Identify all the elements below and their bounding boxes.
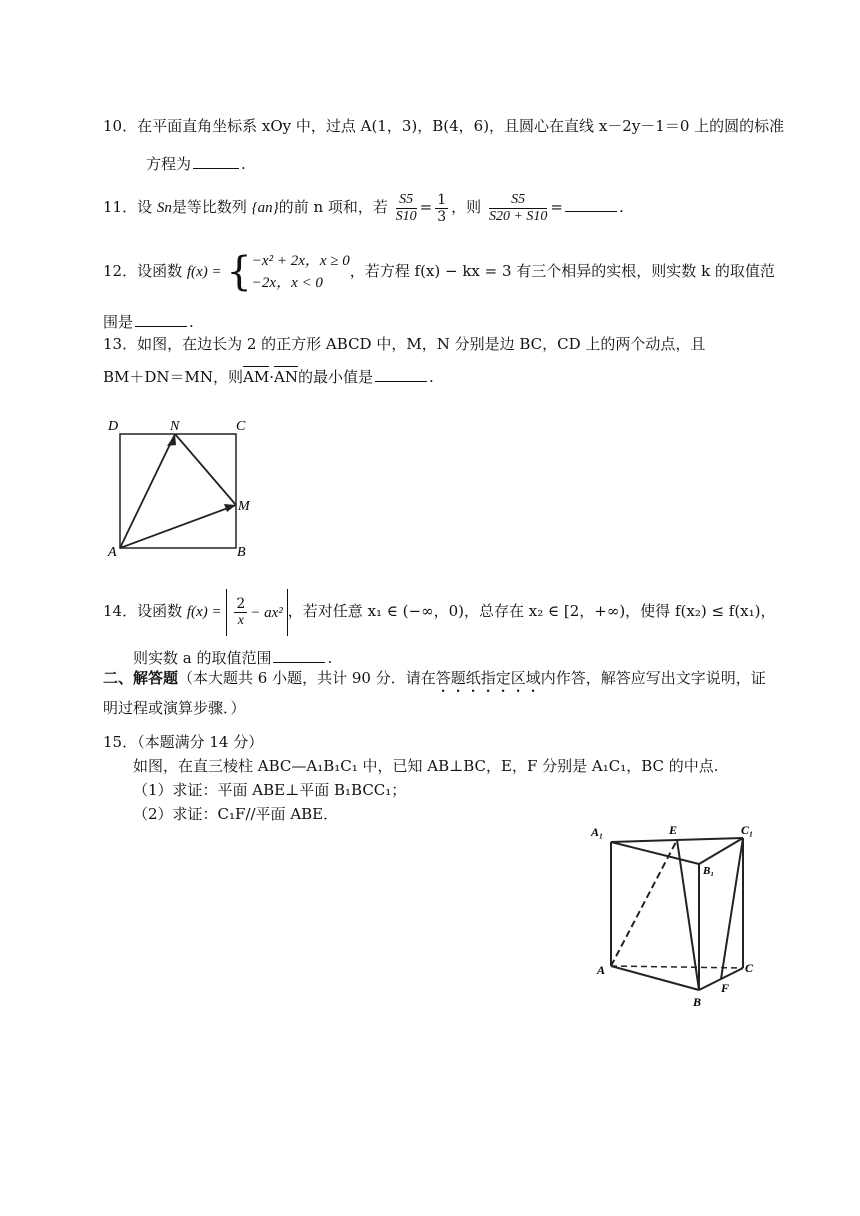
q11-frac3-num: S5 xyxy=(489,192,547,209)
q13-line2-end: . xyxy=(429,368,434,386)
section2-desc1-a: （本大题共 6 小题，共计 90 分．请在 xyxy=(178,669,436,687)
q14-abs-frac-den: x xyxy=(237,613,244,628)
q13-label-b: B xyxy=(237,545,246,560)
q13-arrowhead-n-icon xyxy=(167,434,176,446)
q12-cases xyxy=(252,250,350,294)
q13-label-m: M xyxy=(238,499,250,514)
q12-line2-text: 围是 xyxy=(103,313,134,331)
q11-frac1-den: S10 xyxy=(395,208,417,224)
q15-header: 15．（本题满分 14 分） xyxy=(103,733,264,751)
q13-line2 xyxy=(103,366,434,387)
q15-line1: 如图，在直三棱柱 ABC—A₁B₁C₁ 中，已知 AB⊥BC，E，F 分别是 A₁C₁，BC 的中点. xyxy=(133,757,719,775)
q11-mid2: 的前 n 项和，若 xyxy=(278,198,388,216)
q11-frac3 xyxy=(489,192,547,225)
q15-part1: （1）求证：平面 ABE⊥平面 B₁BCC₁； xyxy=(133,781,407,799)
q11-frac3-den: S20 + S10 xyxy=(488,208,548,224)
q12-answer-blank xyxy=(135,312,187,327)
q15-label-b1: B₁ xyxy=(703,865,715,877)
section2-desc1-b: 内作答，解答应写出文字说明，证 xyxy=(540,669,766,687)
q11-frac2-num: 1 xyxy=(437,191,447,208)
q12-case2: −2x，x < 0 xyxy=(251,275,323,291)
q14-fx: f(x) = xyxy=(186,604,222,620)
q11-mid1: 是等比数列 xyxy=(171,198,247,216)
q11-frac2 xyxy=(435,192,448,225)
q11-frac2-den: 3 xyxy=(437,208,447,225)
q11-eq1: = xyxy=(419,198,433,216)
q11-pre: 11．设 xyxy=(103,198,153,216)
q10-line2-end: . xyxy=(241,155,246,173)
section2-line1 xyxy=(103,668,766,696)
q11-eq2: = xyxy=(550,198,563,216)
q13-segment-nm xyxy=(175,434,236,505)
q14-line2-end: . xyxy=(327,649,333,667)
q13-vector-an-label: AN xyxy=(274,368,298,386)
q14-line2 xyxy=(133,648,332,668)
q15-label-b: B xyxy=(693,995,702,1009)
q13-vector-an xyxy=(274,366,298,387)
section2-title: 二、解答题 xyxy=(103,669,179,687)
q15-prism-figure xyxy=(585,818,765,1013)
q13-line2-pre: BM＋DN＝MN，则 xyxy=(103,368,244,386)
q13-label-c: C xyxy=(236,419,246,434)
q14-abs-frac-num: 2 xyxy=(236,596,246,612)
q14-line1 xyxy=(103,588,776,636)
q12-fx: f(x) = xyxy=(186,264,222,280)
q10-line1: 10．在平面直角坐标系 xOy 中，过点 A(1，3)，B(4，6)，且圆心在直线 x－2y－1＝0 上的圆的标准 xyxy=(103,117,785,135)
q14-answer-blank xyxy=(273,648,325,663)
q15-label-a1: A₁ xyxy=(591,825,604,839)
q11-mid3: ，则 xyxy=(451,198,482,216)
q13-arrowhead-m-icon xyxy=(224,504,236,512)
section2-desc1-dotted: 答题纸指定区域 xyxy=(435,669,541,687)
q11-sn: Sn xyxy=(156,200,172,216)
q14-abs-frac xyxy=(234,596,247,629)
q14-abs-rest: − ax² xyxy=(250,604,283,621)
q15-label-c1: C₁ xyxy=(741,823,754,837)
q10-line2 xyxy=(146,154,246,174)
q13-line1: 13．如图，在边长为 2 的正方形 ABCD 中，M，N 分别是边 BC，CD 上的两个动点，且 xyxy=(103,335,706,353)
q11-frac1-num: S5 xyxy=(396,192,417,209)
q12-case1: −x² + 2x，x ≥ 0 xyxy=(251,253,350,269)
q13-line2-post: 的最小值是 xyxy=(297,368,373,386)
q12-left-brace-icon: { xyxy=(226,249,252,295)
q13-label-n: N xyxy=(170,419,180,434)
q12-post: ，若方程 f(x) − kx = 3 有三个相异的实根，则实数 k 的取值范 xyxy=(349,262,775,280)
q15-label-f: F xyxy=(721,981,730,995)
q10-answer-blank xyxy=(193,154,239,169)
q12-pre: 12．设函数 xyxy=(103,262,183,280)
q15-part2: （2）求证：C₁F//平面 ABE． xyxy=(133,805,339,823)
q13-label-a: A xyxy=(108,545,117,560)
q13-square-figure xyxy=(100,410,270,560)
q14-pre: 14．设函数 xyxy=(103,602,183,620)
section2-line2: 明过程或演算步骤．） xyxy=(103,699,246,717)
q13-dot: · xyxy=(269,368,275,386)
q10-line2-text: 方程为 xyxy=(146,155,192,173)
q12-line1 xyxy=(103,246,775,297)
q13-vector-am xyxy=(243,366,269,387)
q14-abs-expression xyxy=(226,589,287,636)
q15-edge-a1b1 xyxy=(611,842,699,864)
q15-edge-ab xyxy=(611,966,699,990)
q12-line2 xyxy=(103,312,194,332)
q11-answer-blank xyxy=(565,197,617,212)
q13-vector-am-label: AM xyxy=(243,368,270,386)
q15-segment-ae xyxy=(611,840,677,966)
q14-post: ，若对任意 x₁ ∈ (−∞，0)，总存在 x₂ ∈ [2，+∞)，使得 f(x₂) ≤ f(x₁)， xyxy=(287,602,776,620)
q11-an: {an} xyxy=(251,200,279,216)
q11-frac1 xyxy=(396,192,417,225)
q15-label-e: E xyxy=(669,823,678,837)
q11-end: . xyxy=(618,198,624,216)
q15-label-a: A xyxy=(597,963,606,977)
q11-line xyxy=(103,188,624,227)
q15-label-c: C xyxy=(745,961,754,975)
q15-edge-b1c1 xyxy=(699,838,743,864)
q13-label-d: D xyxy=(108,419,119,434)
q14-line2-text: 则实数 a 的取值范围 xyxy=(133,649,272,667)
q13-answer-blank xyxy=(375,367,427,382)
q15-segment-c1f xyxy=(721,838,743,979)
q13-square xyxy=(120,434,236,548)
q12-line2-end: . xyxy=(189,313,194,331)
